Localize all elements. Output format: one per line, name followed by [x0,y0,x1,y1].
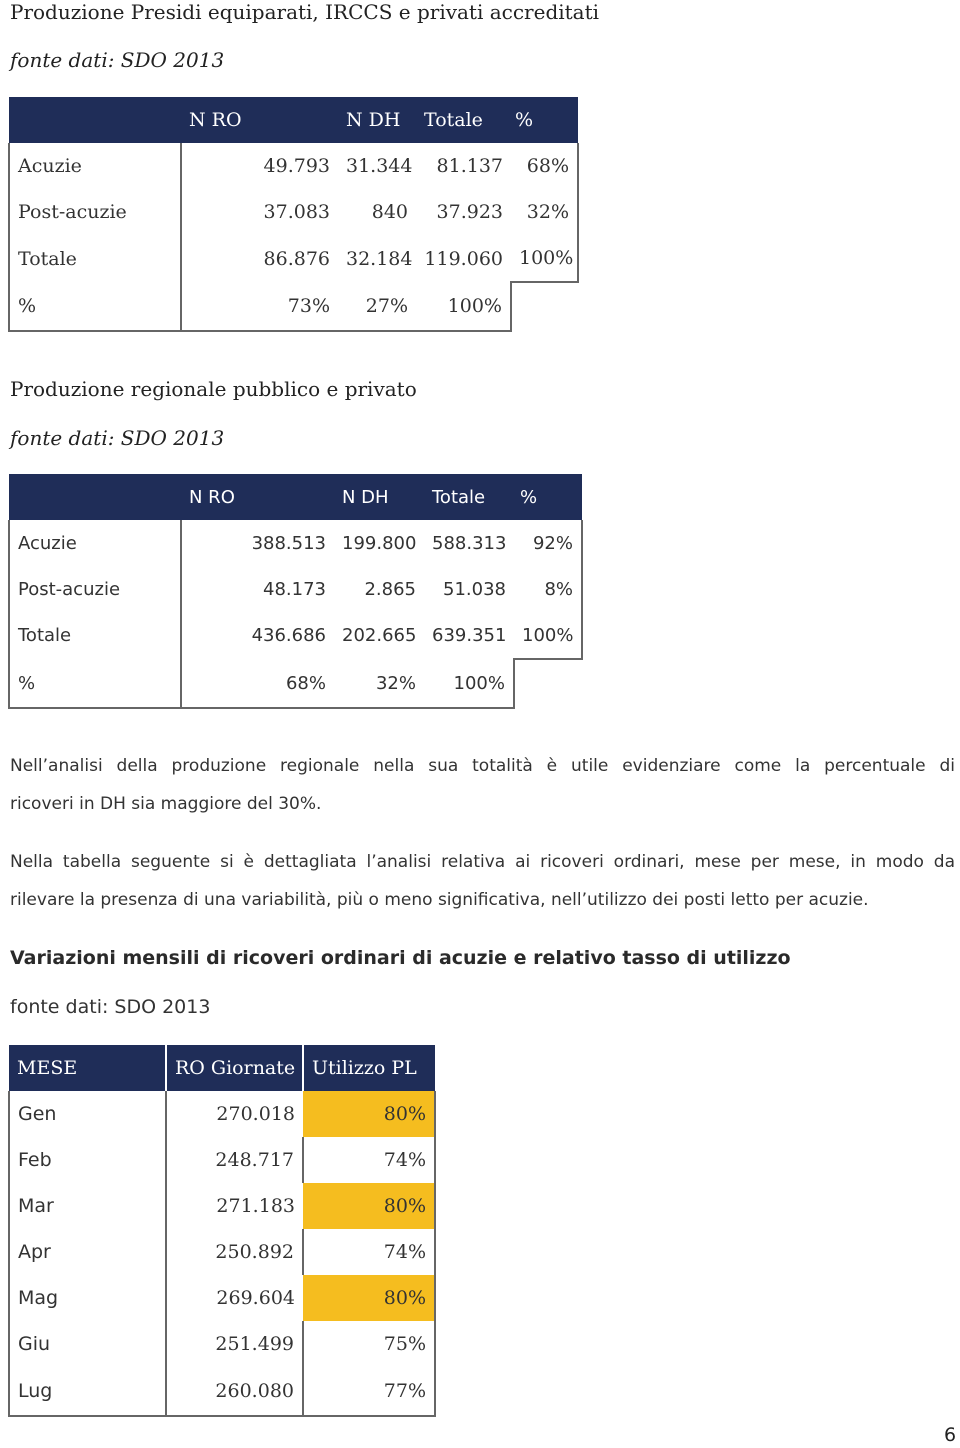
cell: 100% [416,282,511,331]
table-row [9,189,578,235]
cell: 31.344 [346,155,413,177]
cell: 202.665 [342,625,417,646]
cell: 32.184 [346,247,413,270]
cell-highlight: 80% [303,1275,435,1321]
cell: 436.686 [181,612,334,659]
table-row [9,1275,435,1321]
cell [514,659,582,708]
header-cell: N RO [181,474,334,520]
header-cell: MESE [9,1045,166,1091]
table-row [9,1229,435,1275]
cell: 48.173 [181,566,334,612]
table-row [9,612,582,659]
section2-title: Produzione regionale pubblico e privato [10,377,417,401]
cell: 75% [303,1321,435,1367]
cell: 73% [181,282,338,331]
row-label: Acuzie [9,143,181,189]
table-row [9,1091,435,1137]
cell: 588.313 [432,532,507,554]
cell: 77% [303,1367,435,1416]
cell: 74% [303,1137,435,1183]
cell: 32% [334,659,424,708]
cell: 51.038 [443,578,506,600]
row-label: Lug [9,1367,166,1416]
cell: 86.876 [181,235,338,282]
row-label: Gen [9,1091,166,1137]
section2-source: fonte dati: SDO 2013 [10,426,225,450]
paragraph-2-line-1: Nella tabella seguente si è dettagliata l’analisi relativa ai ricoveri ordinari, mese per mese, in modo da [10,852,955,872]
row-label: Feb [9,1137,166,1183]
cell: 2.865 [364,578,416,600]
table-row [9,659,582,708]
cell: 248.717 [166,1137,303,1183]
cell-highlight: 80% [303,1183,435,1229]
paragraph-1-line-2: ricoveri in DH sia maggiore del 30%. [10,794,322,814]
header-cell [9,474,181,520]
cell: 251.499 [166,1321,303,1367]
cell: 68% [181,659,334,708]
cell: 388.513 [181,520,334,566]
row-label: Post-acuzie [9,566,181,612]
cell: 92% [514,520,582,566]
row-label: % [9,659,181,708]
table-row [9,143,578,189]
table-mensile [8,1045,436,1417]
table-row [9,282,578,331]
header-cell: N DH [338,97,416,143]
cell: 199.800 [342,532,417,554]
cell [511,282,578,331]
table-row [9,566,582,612]
row-label: Post-acuzie [9,189,181,235]
cell: 269.604 [166,1275,303,1321]
cell: 27% [338,282,416,331]
page-number: 6 [944,1424,957,1446]
cell: 260.080 [166,1367,303,1416]
paragraph-2-line-2: rilevare la presenza di una variabilità, più o meno significativa, nell’utilizzo dei posti letto per acuzie. [10,890,869,910]
table-row [9,1183,435,1229]
cell: 68% [511,143,578,189]
row-label: Giu [9,1321,166,1367]
table-header-row [9,1045,435,1091]
header-cell: Utilizzo PL [303,1045,435,1091]
cell: 8% [514,566,582,612]
section1-source: fonte dati: SDO 2013 [10,48,225,72]
table-row [9,520,582,566]
row-label: Apr [9,1229,166,1275]
row-label: Mar [9,1183,166,1229]
cell-highlight: 80% [303,1091,435,1137]
row-label: Totale [9,235,181,282]
header-cell: % [511,97,578,143]
row-label: % [9,282,181,331]
paragraph-1-line-1: Nell’analisi della produzione regionale nella sua totalità è utile evidenziare come la percentuale di [10,756,955,776]
cell: 32% [511,189,578,235]
cell: 250.892 [166,1229,303,1275]
table-row [9,1321,435,1367]
section3-source: fonte dati: SDO 2013 [10,996,211,1018]
header-cell: Totale [416,97,511,143]
cell: 100% [514,612,582,659]
header-cell: RO Giornate [166,1045,303,1091]
cell: 74% [303,1229,435,1275]
table-header-row [9,97,578,143]
section1-title: Produzione Presidi equiparati, IRCCS e privati accreditati [10,0,600,24]
cell: 49.793 [181,143,338,189]
header-cell [9,97,181,143]
header-cell: % [514,474,582,520]
cell: 270.018 [166,1091,303,1137]
row-label: Totale [9,612,181,659]
cell: 840 [371,201,408,223]
table-regionale [8,474,583,709]
cell: 81.137 [436,155,503,177]
cell: 100% [511,235,578,282]
table-header-row [9,474,582,520]
cell: 271.183 [166,1183,303,1229]
cell: 100% [424,659,514,708]
cell: 37.923 [436,201,503,223]
table-presidi [8,97,579,332]
cell: 639.351 [432,625,507,646]
table-row [9,1137,435,1183]
table-row [9,1367,435,1416]
cell: 37.083 [181,189,338,235]
cell: 119.060 [424,247,503,270]
table-row [9,235,578,282]
header-cell: Totale [424,474,514,520]
row-label: Acuzie [9,520,181,566]
header-cell: N RO [181,97,338,143]
header-cell: N DH [334,474,424,520]
row-label: Mag [9,1275,166,1321]
section3-title: Variazioni mensili di ricoveri ordinari di acuzie e relativo tasso di utilizzo [10,947,791,969]
